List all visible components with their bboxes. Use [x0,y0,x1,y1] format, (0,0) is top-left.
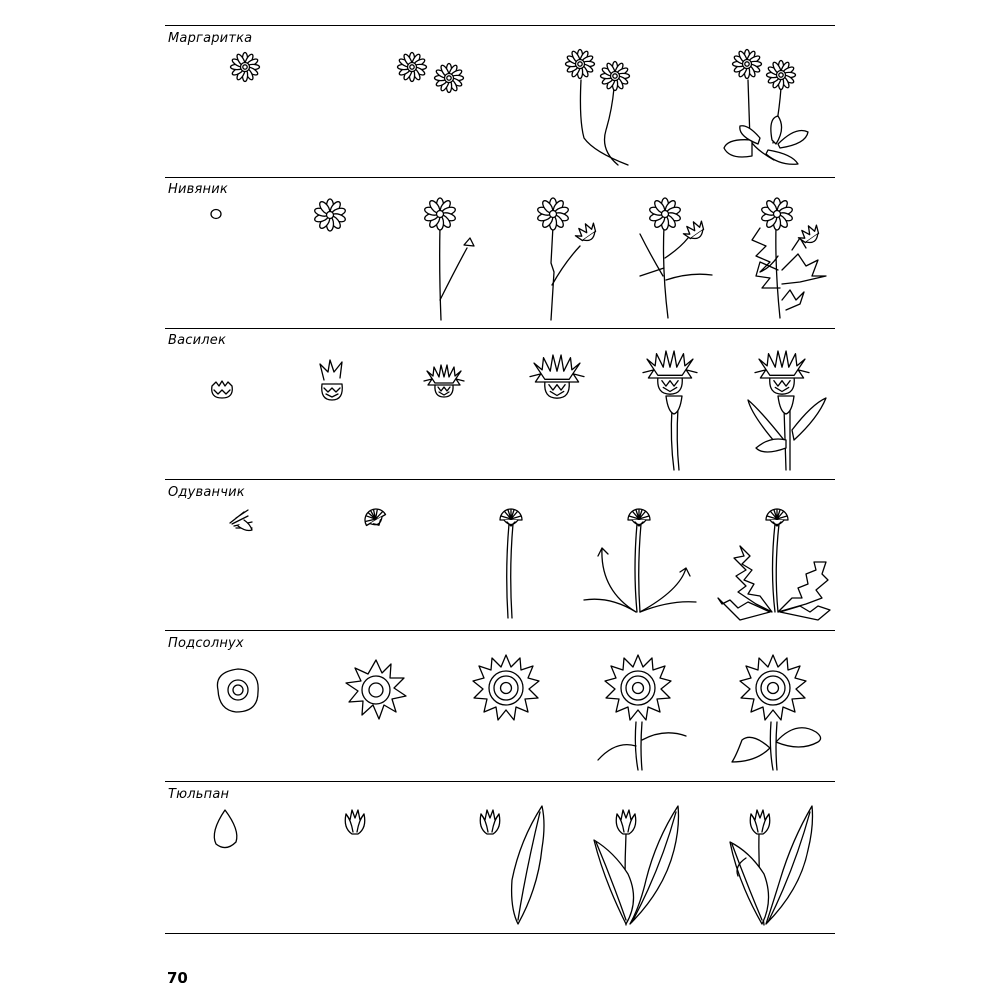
row-label-oxeye: Нивяник [168,182,228,197]
cornflower-step-4 [530,355,584,398]
sunflower-step-2 [346,660,406,719]
oxeye-step-5 [640,198,712,318]
dandelion-step-2 [361,505,389,531]
dandelion-step-3 [500,509,522,618]
daisy-step-1 [231,53,260,82]
page-number: 70 [167,969,188,987]
cornflower-step-6 [748,351,826,470]
daisy-step-2 [398,53,464,93]
oxeye-step-6 [752,198,826,318]
sunflower-step-4 [598,655,686,770]
cornflower-step-3 [424,365,464,397]
dandelion-step-4 [584,509,696,612]
daisy-step-3 [566,50,630,166]
tulip-step-4 [594,806,679,925]
row-label-tulip: Тюльпан [168,787,230,802]
oxeye-step-1 [211,210,221,219]
daisy-step-4 [724,50,808,165]
tulip-step-3 [480,806,544,924]
sunflower-step-3 [473,655,539,720]
row-label-daisy: Маргаритка [168,31,253,46]
row-label-dandelion: Одуванчик [168,485,245,500]
tulip-step-2 [345,810,365,834]
sunflower-step-1 [217,669,258,712]
oxeye-step-2 [314,199,347,231]
dandelion-step-1 [230,510,252,531]
cornflower-step-2 [320,360,342,400]
dandelion-step-5 [718,509,830,620]
row-label-sunflower: Подсолнух [168,636,244,651]
tulip-step-5 [730,806,813,925]
cornflower-step-5 [643,351,697,470]
row-label-cornflower: Василек [168,333,227,348]
cornflower-step-1 [212,381,233,398]
sunflower-step-5 [732,655,821,770]
tulip-step-1 [214,810,237,848]
oxeye-step-3 [424,198,474,320]
oxeye-step-4 [537,198,601,320]
